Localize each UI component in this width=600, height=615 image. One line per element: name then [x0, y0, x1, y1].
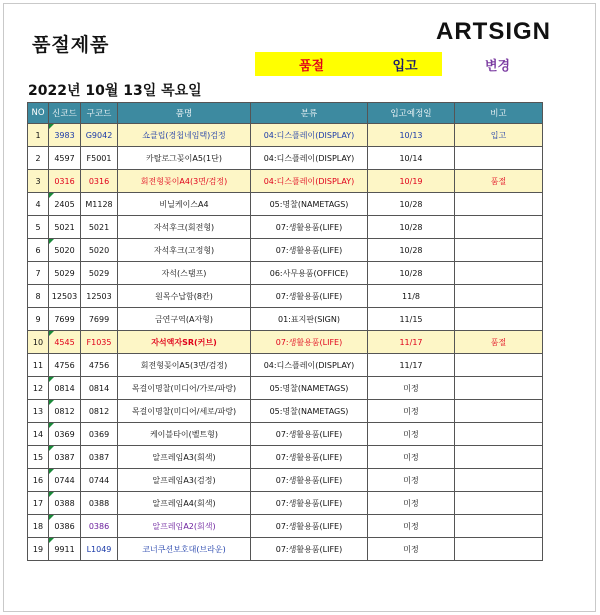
note-cell — [455, 377, 543, 400]
new-code-cell: 2405 — [49, 193, 81, 216]
eta-cell: 10/13 — [368, 124, 455, 147]
new-code-cell: 9911 — [49, 538, 81, 561]
old-code-cell: 0744 — [81, 469, 118, 492]
product-name-cell: 원목수납함(8칸) — [118, 285, 251, 308]
table-row[interactable] — [28, 216, 543, 239]
eta-cell: 미정 — [368, 538, 455, 561]
eta-cell: 미정 — [368, 423, 455, 446]
new-code-cell: 0387 — [49, 446, 81, 469]
row-no: 14 — [28, 423, 49, 446]
new-code-cell: 5029 — [49, 262, 81, 285]
row-no: 4 — [28, 193, 49, 216]
note-cell — [455, 308, 543, 331]
row-no: 2 — [28, 147, 49, 170]
table-row[interactable] — [28, 147, 543, 170]
eta-cell: 11/17 — [368, 331, 455, 354]
new-code-cell: 0369 — [49, 423, 81, 446]
product-name-cell: 알프레임A3(검정) — [118, 469, 251, 492]
row-no: 5 — [28, 216, 49, 239]
table-row[interactable] — [28, 377, 543, 400]
product-name-cell: 코너쿠션보호대(브라운) — [118, 538, 251, 561]
new-code-cell: 0812 — [49, 400, 81, 423]
table-row[interactable] — [28, 124, 543, 147]
new-code-cell: 4756 — [49, 354, 81, 377]
col-header-note: 비고 — [455, 103, 543, 124]
category-cell: 01:표지판(SIGN) — [251, 308, 368, 331]
note-cell — [455, 216, 543, 239]
row-no: 13 — [28, 400, 49, 423]
table-row[interactable] — [28, 446, 543, 469]
eta-cell: 미정 — [368, 469, 455, 492]
old-code-cell: M1128 — [81, 193, 118, 216]
old-code-cell: 0387 — [81, 446, 118, 469]
category-cell: 07:생활용품(LIFE) — [251, 446, 368, 469]
table-row[interactable] — [28, 469, 543, 492]
old-code-cell: 0812 — [81, 400, 118, 423]
table-row[interactable] — [28, 515, 543, 538]
col-header-eta: 입고예정일 — [368, 103, 455, 124]
row-no: 1 — [28, 124, 49, 147]
product-name-cell: 회전형꽂이A4(3면/검정) — [118, 170, 251, 193]
row-no: 12 — [28, 377, 49, 400]
product-name-cell: 자석(스탬프) — [118, 262, 251, 285]
category-cell: 05:명찰(NAMETAGS) — [251, 377, 368, 400]
table-row[interactable] — [28, 331, 543, 354]
category-cell: 07:생활용품(LIFE) — [251, 423, 368, 446]
new-code-cell: 0814 — [49, 377, 81, 400]
category-cell: 04:디스플레이(DISPLAY) — [251, 147, 368, 170]
eta-cell: 11/8 — [368, 285, 455, 308]
category-cell: 06:사무용품(OFFICE) — [251, 262, 368, 285]
page-title: 품절제품 — [32, 34, 110, 56]
row-no: 11 — [28, 354, 49, 377]
product-name-cell: 알프레임A3(회색) — [118, 446, 251, 469]
new-code-cell: 4545 — [49, 331, 81, 354]
soldout-table — [27, 102, 543, 561]
old-code-cell: 0386 — [81, 515, 118, 538]
note-cell — [455, 262, 543, 285]
out-of-stock-button[interactable]: 품절 — [255, 52, 368, 76]
old-code-cell: F5001 — [81, 147, 118, 170]
new-code-cell: 4597 — [49, 147, 81, 170]
product-name-cell: 알프레임A2(회색) — [118, 515, 251, 538]
col-header-category: 분류 — [251, 103, 368, 124]
row-no: 9 — [28, 308, 49, 331]
product-name-cell: 카탈로그꽂이A5(1단) — [118, 147, 251, 170]
note-cell — [455, 446, 543, 469]
new-code-cell: 7699 — [49, 308, 81, 331]
table-row[interactable] — [28, 538, 543, 561]
note-cell — [455, 239, 543, 262]
note-cell — [455, 423, 543, 446]
col-header-new-code: 신코드 — [49, 103, 81, 124]
old-code-cell: F1035 — [81, 331, 118, 354]
eta-cell: 11/17 — [368, 354, 455, 377]
note-cell — [455, 147, 543, 170]
category-cell: 07:생활용품(LIFE) — [251, 285, 368, 308]
filter-button-row — [255, 52, 553, 76]
product-name-cell: 알프레임A4(회색) — [118, 492, 251, 515]
row-no: 6 — [28, 239, 49, 262]
new-code-cell: 0744 — [49, 469, 81, 492]
eta-cell: 11/15 — [368, 308, 455, 331]
report-date: 2022년 10월 13일 목요일 — [28, 83, 202, 99]
eta-cell: 미정 — [368, 492, 455, 515]
old-code-cell: 5021 — [81, 216, 118, 239]
product-name-cell: 자석후크(회전형) — [118, 216, 251, 239]
brand-logo-text: ARTSIGN — [436, 18, 551, 45]
category-cell: 04:디스플레이(DISPLAY) — [251, 124, 368, 147]
category-cell: 07:생활용품(LIFE) — [251, 239, 368, 262]
category-cell: 05:명찰(NAMETAGS) — [251, 193, 368, 216]
category-cell: 07:생활용품(LIFE) — [251, 538, 368, 561]
row-no: 18 — [28, 515, 49, 538]
table-row[interactable] — [28, 308, 543, 331]
table-row[interactable] — [28, 239, 543, 262]
eta-cell: 미정 — [368, 446, 455, 469]
eta-cell: 10/28 — [368, 216, 455, 239]
change-button[interactable]: 변경 — [442, 52, 553, 76]
old-code-cell: G9042 — [81, 124, 118, 147]
row-no: 15 — [28, 446, 49, 469]
product-name-cell: 케이블타이(벨트형) — [118, 423, 251, 446]
col-header-no: NO — [28, 103, 49, 124]
table-row[interactable] — [28, 400, 543, 423]
row-no: 8 — [28, 285, 49, 308]
eta-cell: 10/28 — [368, 262, 455, 285]
new-code-cell: 0316 — [49, 170, 81, 193]
eta-cell: 10/28 — [368, 239, 455, 262]
eta-cell: 미정 — [368, 377, 455, 400]
restock-button[interactable]: 입고 — [368, 52, 442, 76]
table-row[interactable] — [28, 492, 543, 515]
eta-cell: 미정 — [368, 515, 455, 538]
product-name-cell: 금연구역(A자형) — [118, 308, 251, 331]
new-code-cell: 0386 — [49, 515, 81, 538]
old-code-cell: 7699 — [81, 308, 118, 331]
row-no: 10 — [28, 331, 49, 354]
new-code-cell: 5020 — [49, 239, 81, 262]
eta-cell: 10/28 — [368, 193, 455, 216]
table-row[interactable] — [28, 193, 543, 216]
category-cell: 07:생활용품(LIFE) — [251, 469, 368, 492]
note-cell — [455, 400, 543, 423]
old-code-cell: 0814 — [81, 377, 118, 400]
new-code-cell: 5021 — [49, 216, 81, 239]
row-no: 17 — [28, 492, 49, 515]
product-name-cell: 비닐케이스A4 — [118, 193, 251, 216]
note-cell — [455, 515, 543, 538]
category-cell: 04:디스플레이(DISPLAY) — [251, 354, 368, 377]
col-header-name: 품명 — [118, 103, 251, 124]
row-no: 7 — [28, 262, 49, 285]
category-cell: 04:디스플레이(DISPLAY) — [251, 170, 368, 193]
product-name-cell: 회전형꽂이A5(3면/검정) — [118, 354, 251, 377]
new-code-cell: 12503 — [49, 285, 81, 308]
note-cell: 입고 — [455, 124, 543, 147]
table-header-row — [28, 103, 543, 124]
old-code-cell: 0316 — [81, 170, 118, 193]
old-code-cell: 12503 — [81, 285, 118, 308]
old-code-cell: 0369 — [81, 423, 118, 446]
product-name-cell: 자석후크(고정형) — [118, 239, 251, 262]
note-cell — [455, 469, 543, 492]
note-cell — [455, 354, 543, 377]
note-cell — [455, 285, 543, 308]
product-name-cell: 목걸이명찰(미디어/가로/파랑) — [118, 377, 251, 400]
eta-cell: 10/19 — [368, 170, 455, 193]
row-no: 19 — [28, 538, 49, 561]
new-code-cell: 0388 — [49, 492, 81, 515]
category-cell: 07:생활용품(LIFE) — [251, 331, 368, 354]
product-name-cell: 쇼클립(경첩네임택)검정 — [118, 124, 251, 147]
table-row[interactable] — [28, 262, 543, 285]
note-cell — [455, 492, 543, 515]
table-row[interactable] — [28, 285, 543, 308]
note-cell — [455, 193, 543, 216]
product-name-cell: 자석액자SR(커브) — [118, 331, 251, 354]
category-cell: 07:생활용품(LIFE) — [251, 515, 368, 538]
table-row[interactable] — [28, 170, 543, 193]
eta-cell: 10/14 — [368, 147, 455, 170]
product-name-cell: 목걸이명찰(미디어/세로/파랑) — [118, 400, 251, 423]
old-code-cell: 5029 — [81, 262, 118, 285]
old-code-cell: 0388 — [81, 492, 118, 515]
col-header-old-code: 구코드 — [81, 103, 118, 124]
old-code-cell: 5020 — [81, 239, 118, 262]
table-row[interactable] — [28, 423, 543, 446]
category-cell: 07:생활용품(LIFE) — [251, 216, 368, 239]
category-cell: 07:생활용품(LIFE) — [251, 492, 368, 515]
new-code-cell: 3983 — [49, 124, 81, 147]
old-code-cell: 4756 — [81, 354, 118, 377]
note-cell — [455, 538, 543, 561]
eta-cell: 미정 — [368, 400, 455, 423]
note-cell: 품절 — [455, 331, 543, 354]
category-cell: 05:명찰(NAMETAGS) — [251, 400, 368, 423]
row-no: 16 — [28, 469, 49, 492]
old-code-cell: L1049 — [81, 538, 118, 561]
row-no: 3 — [28, 170, 49, 193]
table-row[interactable] — [28, 354, 543, 377]
note-cell: 품절 — [455, 170, 543, 193]
